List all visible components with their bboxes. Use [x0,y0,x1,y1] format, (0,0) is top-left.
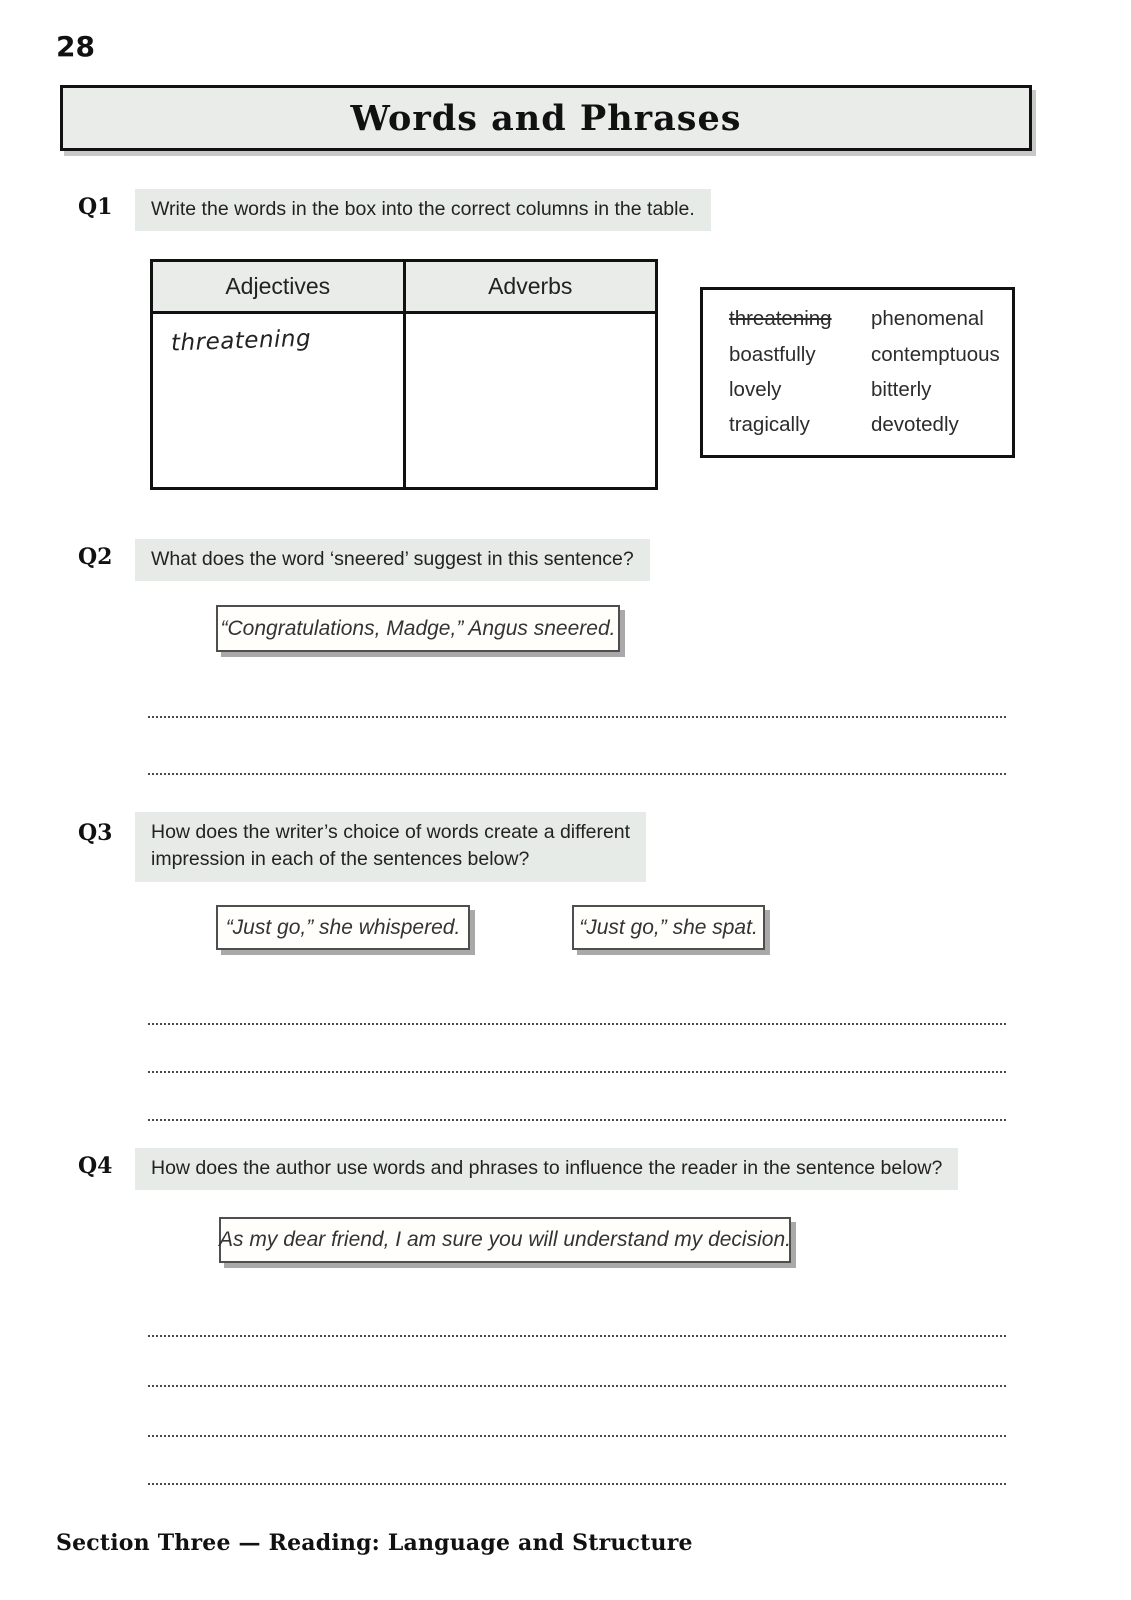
word-devotedly: devotedly [871,413,959,437]
q2-prompt: What does the word ‘sneered’ suggest in this sentence? [135,539,650,581]
q4-answer-line-2[interactable] [148,1384,1006,1387]
q1-sort-table [150,259,658,490]
word-phenomenal: phenomenal [871,307,984,331]
word-threatening: threatening [729,307,832,331]
q2-answer-line-2[interactable] [148,772,1006,775]
q1-word-box [700,287,1015,458]
q3-answer-line-2[interactable] [148,1070,1006,1073]
table-header-adjectives: Adjectives [153,262,406,311]
q3-quote-box-whispered [216,905,470,950]
q1-label: Q1 [78,194,113,220]
q3-label: Q3 [78,820,113,846]
q3-quote-text-whispered: “Just go,” she whispered. [225,915,461,939]
q4-prompt: How does the author use words and phrases to influence the reader in the sentence below? [135,1148,958,1190]
q4-answer-line-1[interactable] [148,1334,1006,1337]
page-title: Words and Phrases [350,97,742,139]
q3-quote-box-spat [572,905,765,950]
q3-prompt-line-2: impression in each of the sentences below? [151,848,530,871]
word-boastfully: boastfully [729,342,816,366]
q3-prompt-line-1: How does the writer’s choice of words create a different [151,821,631,843]
page-number: 28 [56,30,95,63]
q2-quote-text: “Congratulations, Madge,” Angus sneered. [220,616,616,640]
q1-table-header-row [153,262,655,314]
q2-quote-box [216,605,620,652]
word-box-column-1 [729,302,871,443]
word-box-column-2 [871,302,1006,443]
q3-answer-line-3[interactable] [148,1118,1006,1121]
q4-quote-box [219,1217,791,1263]
q1-prompt: Write the words in the box into the correct columns in the table. [135,189,711,231]
word-bitterly: bitterly [871,377,932,401]
table-header-adverbs: Adverbs [488,273,573,299]
q4-quote-text: As my dear friend, I am sure you will understand my decision. [219,1228,791,1251]
q3-prompt [135,812,646,882]
q3-quote-text-spat: “Just go,” she spat. [579,915,758,939]
word-contemptuous: contemptuous [871,342,1000,366]
q4-answer-line-4[interactable] [148,1482,1006,1485]
adjectives-answer-cell[interactable] [153,314,406,487]
q4-label: Q4 [78,1153,113,1179]
handwritten-answer-threatening: threatening [170,325,312,357]
adverbs-answer-cell[interactable] [406,314,656,487]
q2-label: Q2 [78,544,113,570]
word-tragically: tragically [729,413,810,437]
q3-answer-line-1[interactable] [148,1022,1006,1025]
q1-table-body-row [153,314,655,487]
page-title-box [60,85,1032,151]
word-lovely: lovely [729,377,782,401]
section-footer: Section Three — Reading: Language and Structure [56,1530,693,1556]
q4-answer-line-3[interactable] [148,1434,1006,1437]
q2-answer-line-1[interactable] [148,715,1006,718]
